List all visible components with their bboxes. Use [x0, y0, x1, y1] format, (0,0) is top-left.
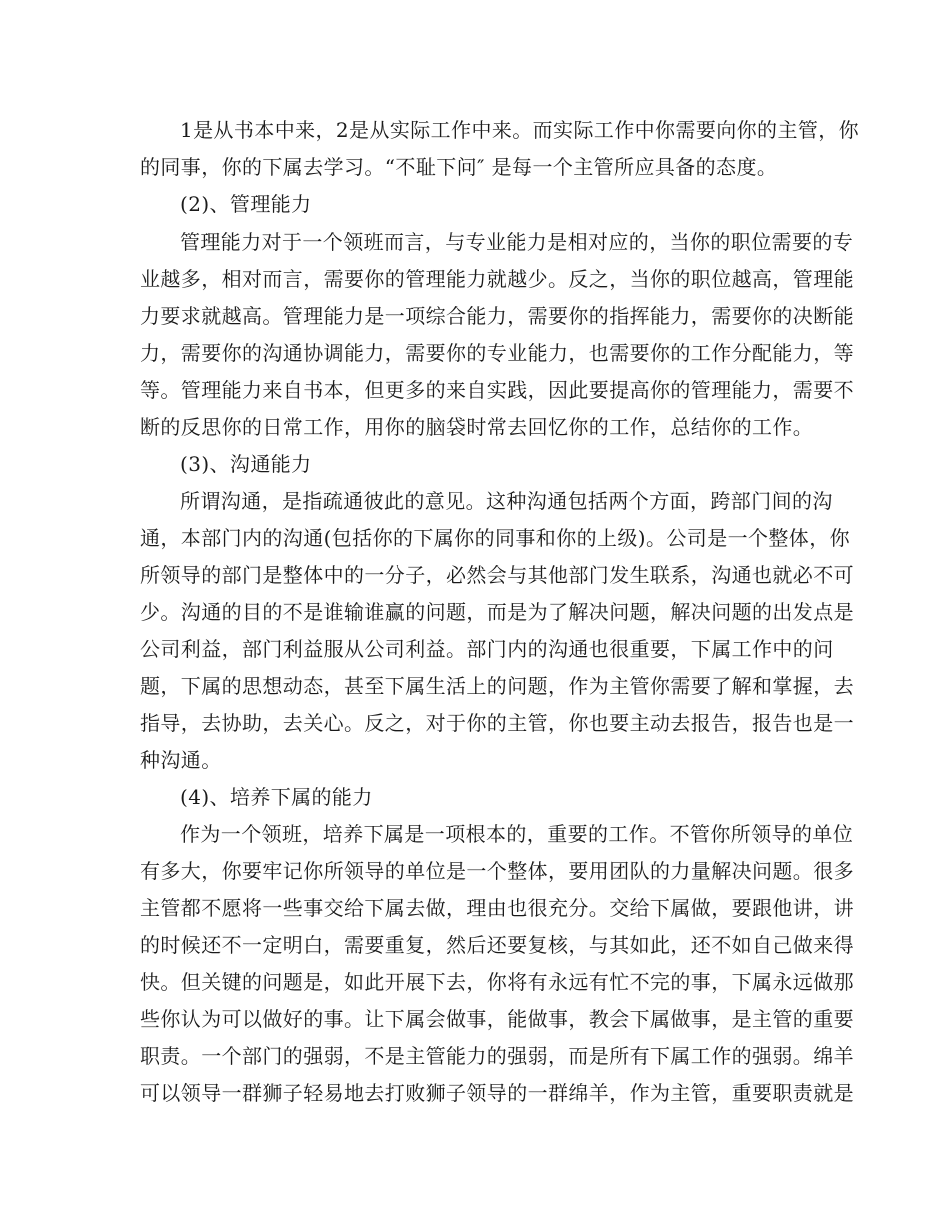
- paragraph-line: 1是从书本中来，2是从实际工作中来。而实际工作中你需要向你的主管，你: [180, 118, 860, 142]
- paragraph-line: 种沟通。: [140, 748, 222, 772]
- paragraph-line: 所谓沟通，是指疏通彼此的意见。这种沟通包括两个方面，跨部门间的沟: [180, 489, 833, 513]
- section-heading: (4)、培养下属的能力: [180, 785, 373, 809]
- section-heading: (2)、管理能力: [180, 192, 312, 216]
- paragraph-line: 少。沟通的目的不是谁输谁赢的问题，而是为了解决问题，解决问题的出发点是: [140, 600, 854, 624]
- paragraph-line: 指导，去协助，去关心。反之，对于你的主管，你也要主动去报告，报告也是一: [140, 711, 854, 735]
- paragraph-line: 职责。一个部门的强弱，不是主管能力的强弱，而是所有下属工作的强弱。绵羊: [140, 1044, 854, 1068]
- section-heading: (3)、沟通能力: [180, 452, 312, 476]
- paragraph-line: 有多大，你要牢记你所领导的单位是一个整体，要用团队的力量解决问题。很多: [140, 859, 854, 883]
- paragraph-line: 可以领导一群狮子轻易地去打败狮子领导的一群绵羊，作为主管，重要职责就是: [140, 1081, 854, 1105]
- paragraph-line: 力要求就越高。管理能力是一项综合能力，需要你的指挥能力，需要你的决断能: [140, 304, 854, 328]
- paragraph-line: 业越多，相对而言，需要你的管理能力就越少。反之，当你的职位越高，管理能: [140, 267, 854, 291]
- paragraph-line: 等。管理能力来自书本，但更多的来自实践，因此要提高你的管理能力，需要不: [140, 378, 854, 402]
- paragraph-line: 公司利益，部门利益服从公司利益。部门内的沟通也很重要，下属工作中的问: [140, 637, 834, 661]
- paragraph-line: 题，下属的思想动态，甚至下属生活上的问题，作为主管你需要了解和掌握，去: [140, 674, 854, 698]
- paragraph-line: 的时候还不一定明白，需要重复，然后还要复核，与其如此，还不如自己做来得: [140, 933, 854, 957]
- paragraph-line: 些你认为可以做好的事。让下属会做事，能做事，教会下属做事，是主管的重要: [140, 1007, 854, 1031]
- paragraph-line: 所领导的部门是整体中的一分子，必然会与其他部门发生联系，沟通也就必不可: [140, 563, 854, 587]
- paragraph-line: 断的反思你的日常工作，用你的脑袋时常去回忆你的工作，总结你的工作。: [140, 415, 814, 439]
- paragraph-line: 作为一个领班，培养下属是一项根本的，重要的工作。不管你所领导的单位: [180, 822, 854, 846]
- paragraph-line: 管理能力对于一个领班而言，与专业能力是相对应的，当你的职位需要的专: [180, 230, 854, 254]
- paragraph-line: 通，本部门内的沟通(包括你的下属你的同事和你的上级)。公司是一个整体，你: [140, 526, 851, 550]
- paragraph-line: 的同事，你的下属去学习。“不耻下问″ 是每一个主管所应具备的态度。: [140, 155, 778, 179]
- paragraph-line: 力，需要你的沟通协调能力，需要你的专业能力，也需要你的工作分配能力，等: [140, 341, 854, 365]
- paragraph-line: 快。但关键的问题是，如此开展下去，你将有永远有忙不完的事，下属永远做那: [140, 970, 854, 994]
- paragraph-line: 主管都不愿将一些事交给下属去做，理由也很充分。交给下属做，要跟他讲，讲: [140, 896, 854, 920]
